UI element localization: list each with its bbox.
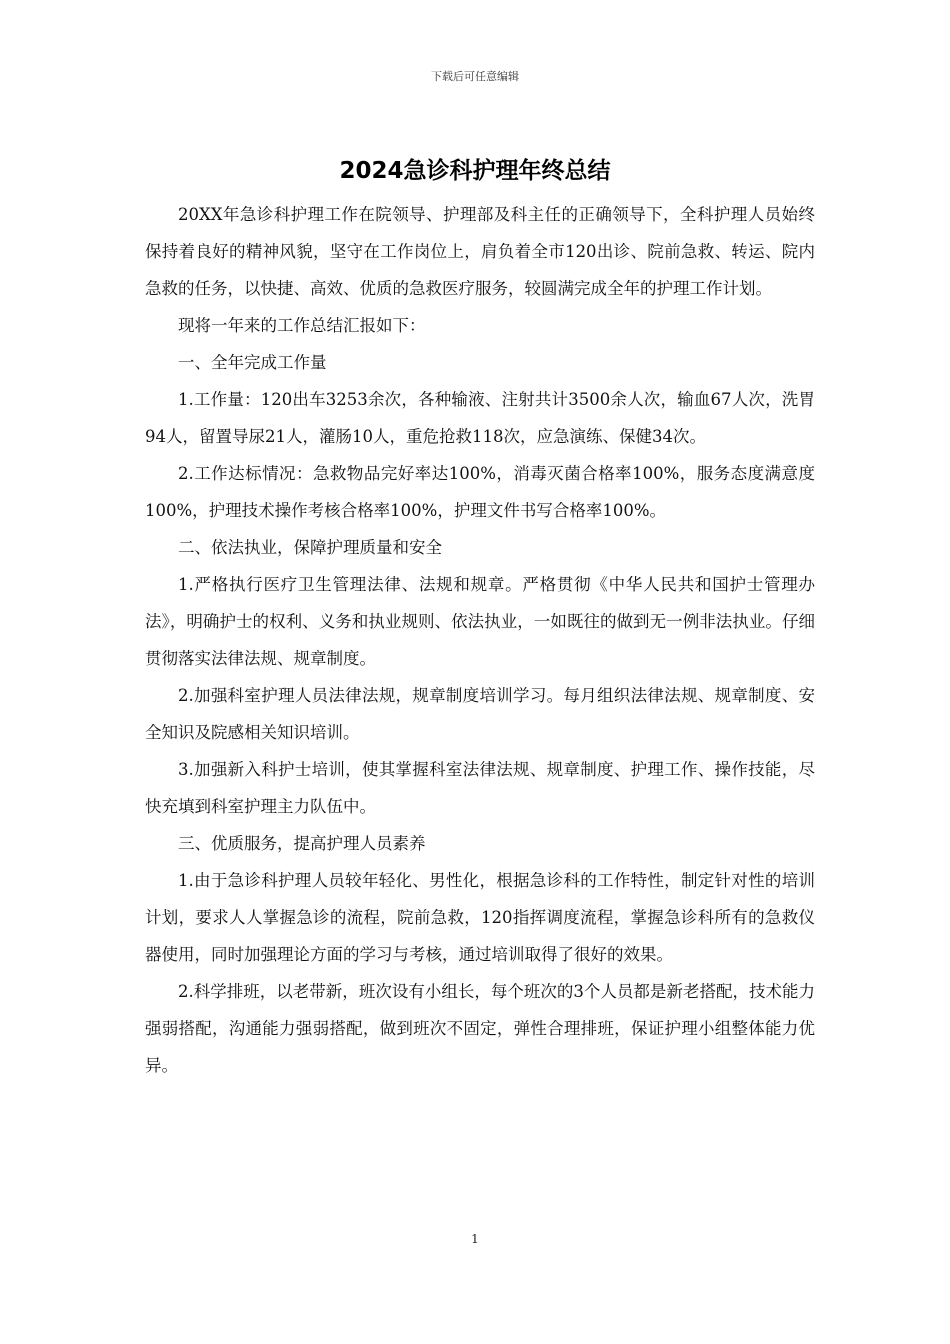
paragraph-law-2: 2.加强科室护理人员法律法规，规章制度培训学习。每月组织法律法规、规章制度、安全知识及院感相关知识培训。 xyxy=(145,686,815,742)
section-heading-3: 三、优质服务，提高护理人员素养 xyxy=(178,834,426,853)
paragraph-service-2: 2.科学排班，以老带新，班次设有小组长，每个班次的3个人员都是新老搭配，技术能力强弱搭配，沟通能力强弱搭配，做到班次不固定，弹性合理排班，保证护理小组整体能力优异。 xyxy=(145,982,815,1075)
document-title: 2024急诊科护理年终总结 xyxy=(339,158,611,184)
paragraph-standards: 2.工作达标情况：急救物品完好率达100%，消毒灭菌合格率100%，服务态度满意度100%，护理技术操作考核合格率100%，护理文件书写合格率100%。 xyxy=(145,464,815,520)
paragraph-summary-lead: 现将一年来的工作总结汇报如下： xyxy=(178,316,426,335)
paragraph-workload: 1.工作量：120出车3253余次，各种输液、注射共计3500余人次，输血67人次，洗胃94人，留置导尿21人，灌肠10人，重危抢救118次，应急演练、保健34次。 xyxy=(145,390,815,446)
document-body xyxy=(145,196,815,1084)
section-heading-2: 二、依法执业，保障护理质量和安全 xyxy=(178,538,442,557)
section-heading-1: 一、全年完成工作量 xyxy=(178,353,327,372)
paragraph-service-1: 1.由于急诊科护理人员较年轻化、男性化，根据急诊科的工作特性，制定针对性的培训计划，要求人人掌握急诊的流程，院前急救，120指挥调度流程，掌握急诊科所有的急救仪器使用，同时加强理论方面的学习与考核，通过培训取得了很好的效果。 xyxy=(145,871,815,964)
paragraph-intro: 20XX年急诊科护理工作在院领导、护理部及科主任的正确领导下，全科护理人员始终保持着良好的精神风貌，坚守在工作岗位上，肩负着全市120出诊、院前急救、转运、院内急救的任务，以快捷、高效、优质的急救医疗服务，较圆满完成全年的护理工作计划。 xyxy=(145,205,815,298)
paragraph-law-3: 3.加强新入科护士培训，使其掌握科室法律法规、规章制度、护理工作、操作技能，尽快充填到科室护理主力队伍中。 xyxy=(145,760,815,816)
paragraph-law-1: 1.严格执行医疗卫生管理法律、法规和规章。严格贯彻《中华人民共和国护士管理办法》，明确护士的权利、义务和执业规则、依法执业，一如既往的做到无一例非法执业。仔细贯彻落实法律法规、规章制度。 xyxy=(145,575,815,668)
page-header-note: 下载后可任意编辑 xyxy=(431,70,519,83)
page-number: 1 xyxy=(471,1232,479,1246)
